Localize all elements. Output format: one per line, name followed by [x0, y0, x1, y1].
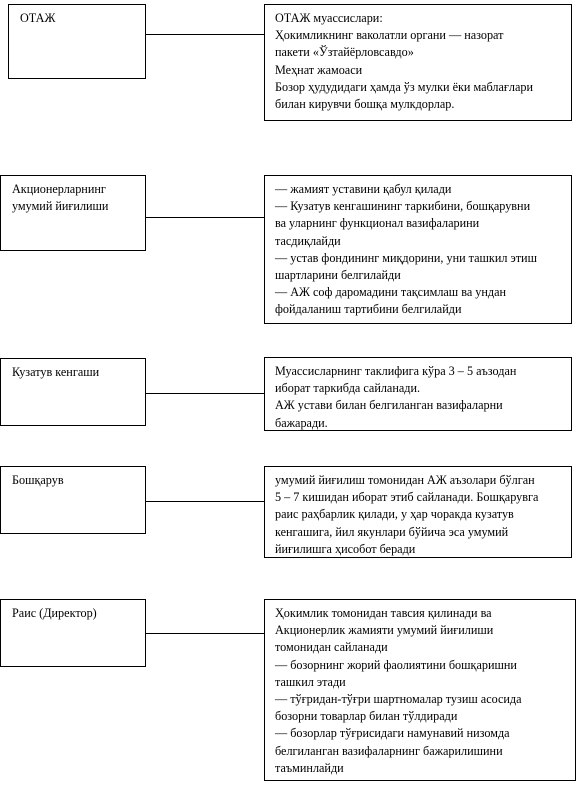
description-box-otazh [264, 4, 572, 121]
description-box-chairman [264, 599, 576, 781]
description-line: белгиланган вазифаларнинг бажарилишини [275, 743, 503, 758]
entity-box-otazh [8, 4, 146, 79]
description-line: ва уларнинг функционал вазифаларини [275, 216, 480, 231]
description-line: Ҳокимликнинг ваколатли органи — назорат [275, 28, 504, 43]
description-line: Муассисларнинг таклифига кўра 3 – 5 аъзодан [275, 364, 517, 378]
connector-line [146, 34, 265, 35]
entity-box-chairman [0, 599, 146, 667]
description-line: — АЖ соф даромадини тақсимлаш ва ундан [275, 285, 507, 300]
description-line: иборат таркибда сайланади. [275, 381, 421, 396]
description-box-management [264, 466, 572, 558]
description-line: шартларини белгилайди [275, 268, 401, 283]
entity-label-line: Кузатув кенгаши [12, 365, 100, 379]
description-line: — бозорлар тўғрисидаги намунавий низомда [275, 726, 510, 741]
description-line: умумий йиғилиш томонидан АЖ аъзолари бўлган [275, 473, 535, 487]
entity-box-supervisory-board [0, 358, 146, 426]
description-line: томонидан сайланади [275, 640, 388, 655]
entity-label-line: ОТАЖ [20, 11, 56, 25]
connector-line [146, 501, 265, 502]
description-line: бажаради. [275, 415, 328, 430]
description-line: таъминлайди [275, 760, 344, 775]
description-box-supervisory-board [264, 357, 572, 431]
entity-label-line: Бошқарув [12, 473, 64, 487]
description-line: Меҳнат жамоаси [275, 62, 363, 77]
description-line: — Кузатув кенгашининг таркибини, бошқарувни [275, 199, 531, 214]
description-line: бозорни товарлар билан тўлдиради [275, 709, 458, 724]
description-line: — жамият уставини қабул қилади [275, 182, 452, 196]
description-line: билан кирувчи бошқа мулкдорлар. [275, 97, 455, 112]
description-line: — устав фондининг миқдорини, уни ташкил этиш [275, 250, 537, 265]
description-line: фойдаланиш тартибини белгилайди [275, 302, 462, 317]
description-line: ОТАЖ муассислари: [275, 11, 383, 25]
description-line: АЖ устави билан белгиланган вазифаларни [275, 398, 503, 413]
description-line: ташкил этади [275, 674, 346, 689]
entity-label-line: Раис (Директор) [12, 606, 97, 620]
description-line: тасдиқлайди [275, 233, 341, 248]
description-line: йиғилишга ҳисобот беради [275, 541, 416, 556]
description-line: раис раҳбарлик қилади, у ҳар чоракда кузатув [275, 507, 514, 522]
description-line: — тўғридан-тўғри шартномалар тузиш асосида [275, 692, 522, 707]
description-line: Бозор ҳудудидаги ҳамда ўз мулки ёки маблағлари [275, 79, 534, 94]
connector-line [146, 393, 265, 394]
description-box-shareholders-meeting [264, 175, 572, 324]
description-line: — бозорнинг жорий фаолиятини бошқаришни [275, 657, 517, 672]
description-line: 5 – 7 кишидан иборат этиб сайланади. Бошқарувга [275, 490, 539, 505]
description-line: кенгашига, йил якунлари бўйича эса умумий [275, 524, 509, 539]
description-line: Акционерлик жамияти умумий йиғилиши [275, 623, 494, 638]
entity-box-management [0, 466, 146, 534]
connector-line [146, 217, 265, 218]
description-line: пакети «Ўзтайёрловсавдо» [275, 45, 414, 60]
entity-label-line: умумий йиғилиши [12, 199, 109, 214]
entity-box-shareholders-meeting [0, 175, 146, 251]
connector-line [146, 633, 265, 634]
entity-label-line: Акционерларнинг [12, 182, 106, 196]
description-line: Ҳокимлик томонидан тавсия қилинади ва [275, 606, 492, 620]
